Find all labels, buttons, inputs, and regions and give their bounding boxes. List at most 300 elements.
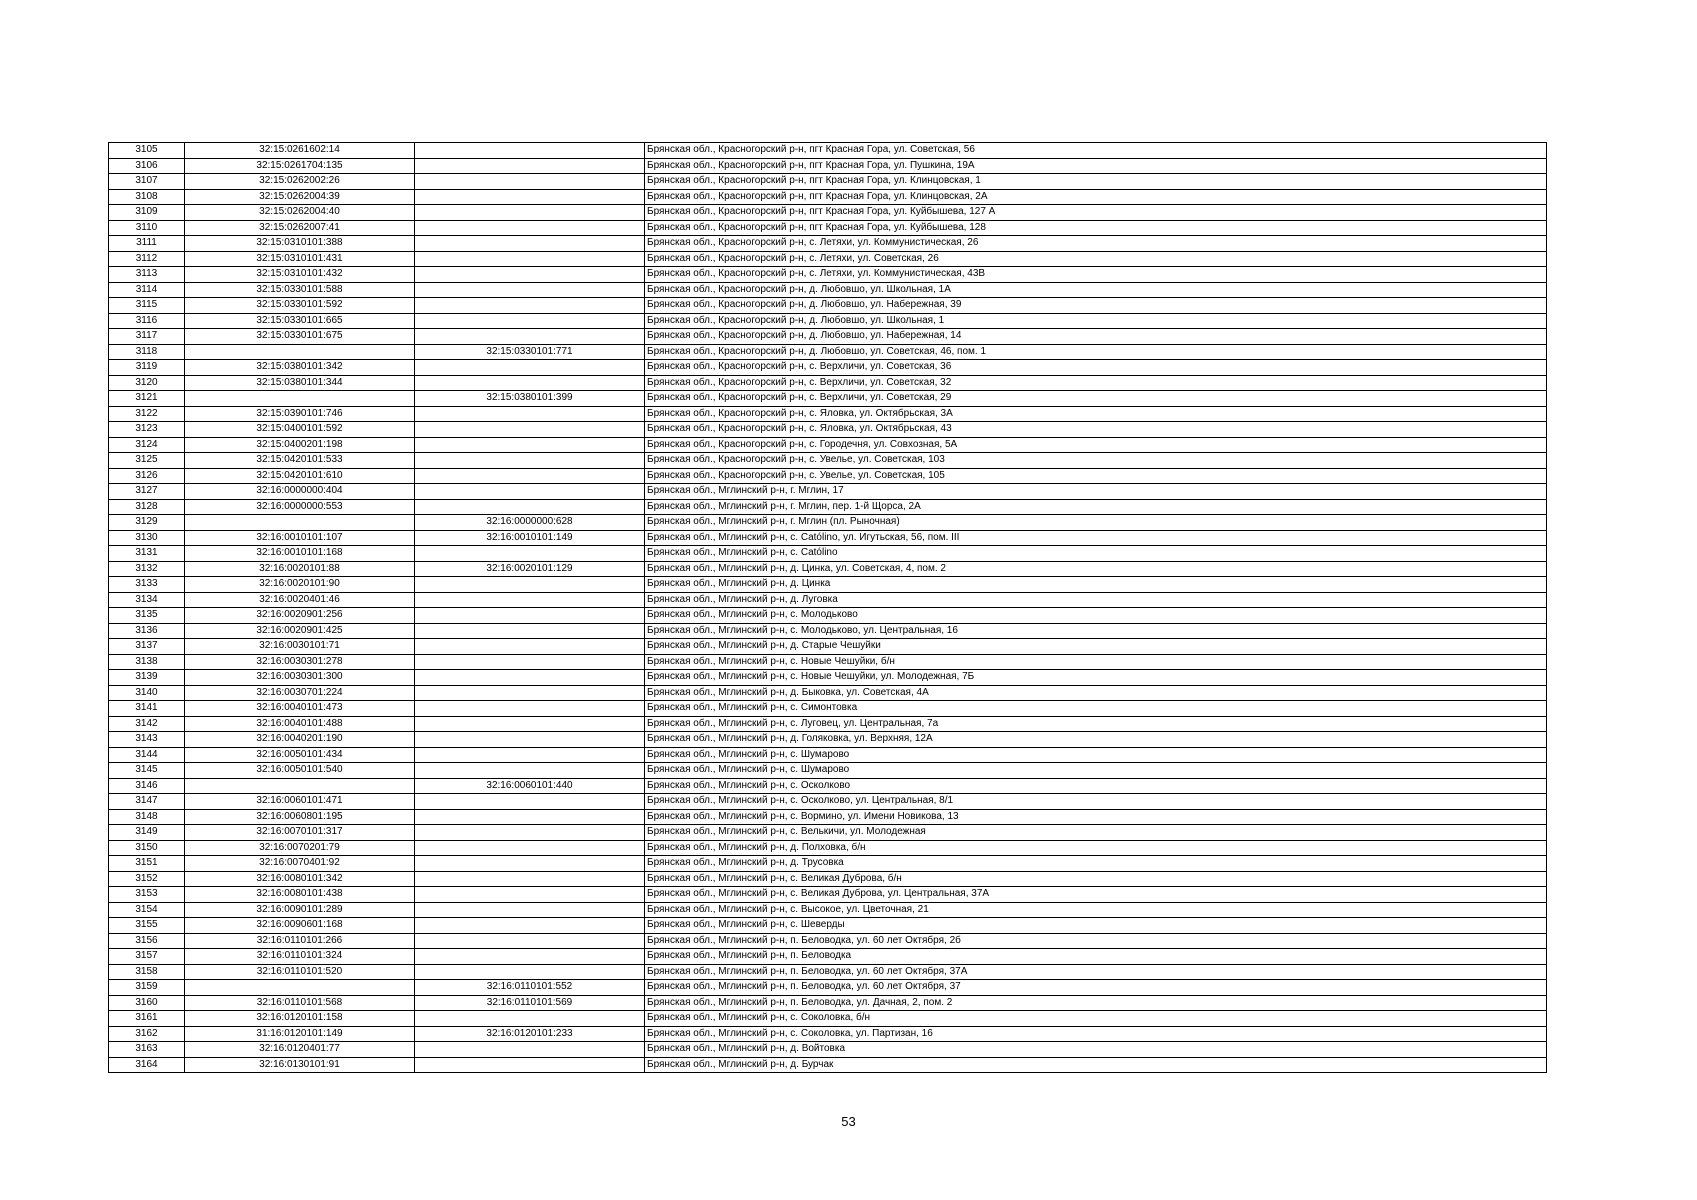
address-cell: Брянская обл., Красногорский р-н, с. Яловка, ул. Октябрьская, 43 xyxy=(645,422,1547,438)
premises-cadastral-number-cell xyxy=(415,763,645,779)
cadastral-number-cell: 32:15:0400101:592 xyxy=(185,422,415,438)
address-cell: Брянская обл., Мглинский р-н, с. Великая Дуброва, б/н xyxy=(645,871,1547,887)
premises-cadastral-number-cell xyxy=(415,267,645,283)
row-number-cell: 3112 xyxy=(109,251,185,267)
table-row xyxy=(109,716,1547,732)
table-row xyxy=(109,205,1547,221)
address-cell: Брянская обл., Мглинский р-н, п. Беловодка, ул. Дачная, 2, пом. 2 xyxy=(645,995,1547,1011)
table-row xyxy=(109,515,1547,531)
table-row xyxy=(109,360,1547,376)
row-number-cell: 3127 xyxy=(109,484,185,500)
row-number-cell: 3158 xyxy=(109,964,185,980)
premises-cadastral-number-cell xyxy=(415,298,645,314)
premises-cadastral-number-cell xyxy=(415,220,645,236)
table-row xyxy=(109,732,1547,748)
premises-cadastral-number-cell xyxy=(415,670,645,686)
premises-cadastral-number-cell xyxy=(415,189,645,205)
row-number-cell: 3144 xyxy=(109,747,185,763)
table-row xyxy=(109,964,1547,980)
address-cell: Брянская обл., Красногорский р-н, с. Увелье, ул. Советская, 105 xyxy=(645,468,1547,484)
premises-cadastral-number-cell xyxy=(415,794,645,810)
premises-cadastral-number-cell xyxy=(415,825,645,841)
table-row xyxy=(109,747,1547,763)
premises-cadastral-number-cell xyxy=(415,174,645,190)
cadastral-number-cell xyxy=(185,778,415,794)
address-cell: Брянская обл., Мглинский р-н, д. Бурчак xyxy=(645,1057,1547,1073)
table-row xyxy=(109,282,1547,298)
cadastral-number-cell: 32:16:0050101:540 xyxy=(185,763,415,779)
table-row xyxy=(109,778,1547,794)
address-cell: Брянская обл., Мглинский р-н, п. Беловодка, ул. 60 лет Октября, 37 xyxy=(645,980,1547,996)
table-row xyxy=(109,639,1547,655)
row-number-cell: 3121 xyxy=(109,391,185,407)
cadastral-number-cell: 32:15:0390101:746 xyxy=(185,406,415,422)
premises-cadastral-number-cell: 32:16:0060101:440 xyxy=(415,778,645,794)
registry-table xyxy=(108,142,1547,1073)
address-cell: Брянская обл., Мглинский р-н, д. Голяковка, ул. Верхняя, 12А xyxy=(645,732,1547,748)
address-cell: Брянская обл., Мглинский р-н, г. Мглин, пер. 1-й Щорса, 2А xyxy=(645,499,1547,515)
cadastral-number-cell xyxy=(185,515,415,531)
row-number-cell: 3117 xyxy=(109,329,185,345)
premises-cadastral-number-cell xyxy=(415,608,645,624)
address-cell: Брянская обл., Красногорский р-н, пгт Красная Гора, ул. Клинцовская, 2А xyxy=(645,189,1547,205)
cadastral-number-cell: 32:16:0030701:224 xyxy=(185,685,415,701)
row-number-cell: 3108 xyxy=(109,189,185,205)
row-number-cell: 3164 xyxy=(109,1057,185,1073)
cadastral-number-cell: 32:16:0060801:195 xyxy=(185,809,415,825)
row-number-cell: 3115 xyxy=(109,298,185,314)
table-row xyxy=(109,530,1547,546)
premises-cadastral-number-cell xyxy=(415,732,645,748)
cadastral-number-cell xyxy=(185,344,415,360)
address-cell: Брянская обл., Красногорский р-н, д. Любовшо, ул. Школьная, 1 xyxy=(645,313,1547,329)
table-row xyxy=(109,608,1547,624)
row-number-cell: 3129 xyxy=(109,515,185,531)
cadastral-number-cell: 32:16:0020101:90 xyxy=(185,577,415,593)
cadastral-number-cell: 32:16:0000000:404 xyxy=(185,484,415,500)
address-cell: Брянская обл., Мглинский р-н, с. Луговец, ул. Центральная, 7а xyxy=(645,716,1547,732)
row-number-cell: 3159 xyxy=(109,980,185,996)
address-cell: Брянская обл., Красногорский р-н, пгт Красная Гора, ул. Советская, 56 xyxy=(645,143,1547,159)
address-cell: Брянская обл., Мглинский р-н, с. Шумарово xyxy=(645,763,1547,779)
table-row xyxy=(109,871,1547,887)
table-row xyxy=(109,406,1547,422)
cadastral-number-cell: 32:15:0380101:342 xyxy=(185,360,415,376)
cadastral-number-cell: 32:15:0330101:592 xyxy=(185,298,415,314)
cadastral-number-cell: 32:16:0090101:289 xyxy=(185,902,415,918)
address-cell: Брянская обл., Красногорский р-н, с. Верхличи, ул. Советская, 36 xyxy=(645,360,1547,376)
table-row xyxy=(109,298,1547,314)
row-number-cell: 3138 xyxy=(109,654,185,670)
address-cell: Брянская обл., Мглинский р-н, г. Мглин (пл. Рыночная) xyxy=(645,515,1547,531)
table-row xyxy=(109,189,1547,205)
table-row xyxy=(109,437,1547,453)
cadastral-number-cell: 32:16:0040101:473 xyxy=(185,701,415,717)
cadastral-number-cell: 32:16:0110101:520 xyxy=(185,964,415,980)
premises-cadastral-number-cell xyxy=(415,949,645,965)
cadastral-number-cell: 32:16:0020901:425 xyxy=(185,623,415,639)
address-cell: Брянская обл., Мглинский р-н, с. Вормино, ул. Имени Новикова, 13 xyxy=(645,809,1547,825)
cadastral-number-cell: 32:16:0020901:256 xyxy=(185,608,415,624)
row-number-cell: 3154 xyxy=(109,902,185,918)
premises-cadastral-number-cell xyxy=(415,856,645,872)
table-row xyxy=(109,220,1547,236)
table-row xyxy=(109,856,1547,872)
premises-cadastral-number-cell xyxy=(415,484,645,500)
cadastral-number-cell xyxy=(185,391,415,407)
row-number-cell: 3156 xyxy=(109,933,185,949)
address-cell: Брянская обл., Мглинский р-н, с. Новые Чешуйки, б/н xyxy=(645,654,1547,670)
premises-cadastral-number-cell: 32:16:0000000:628 xyxy=(415,515,645,531)
premises-cadastral-number-cell xyxy=(415,329,645,345)
row-number-cell: 3149 xyxy=(109,825,185,841)
row-number-cell: 3146 xyxy=(109,778,185,794)
row-number-cell: 3109 xyxy=(109,205,185,221)
address-cell: Брянская обл., Мглинский р-н, с. Católino xyxy=(645,546,1547,562)
table-row xyxy=(109,546,1547,562)
table-row xyxy=(109,453,1547,469)
premises-cadastral-number-cell xyxy=(415,577,645,593)
cadastral-number-cell: 32:16:0130101:91 xyxy=(185,1057,415,1073)
row-number-cell: 3161 xyxy=(109,1011,185,1027)
cadastral-number-cell: 32:16:0030301:300 xyxy=(185,670,415,686)
table-row xyxy=(109,980,1547,996)
address-cell: Брянская обл., Красногорский р-н, с. Городечня, ул. Совхозная, 5А xyxy=(645,437,1547,453)
premises-cadastral-number-cell xyxy=(415,406,645,422)
page-number: 53 xyxy=(841,1114,856,1129)
row-number-cell: 3160 xyxy=(109,995,185,1011)
cadastral-number-cell: 32:15:0330101:665 xyxy=(185,313,415,329)
cadastral-number-cell: 32:16:0050101:434 xyxy=(185,747,415,763)
premises-cadastral-number-cell xyxy=(415,623,645,639)
address-cell: Брянская обл., Красногорский р-н, с. Летяхи, ул. Коммунистическая, 26 xyxy=(645,236,1547,252)
premises-cadastral-number-cell: 32:16:0010101:149 xyxy=(415,530,645,546)
table-row xyxy=(109,794,1547,810)
table-row xyxy=(109,391,1547,407)
table-row xyxy=(109,685,1547,701)
cadastral-number-cell: 32:16:0010101:107 xyxy=(185,530,415,546)
row-number-cell: 3147 xyxy=(109,794,185,810)
row-number-cell: 3114 xyxy=(109,282,185,298)
cadastral-number-cell: 32:16:0120401:77 xyxy=(185,1042,415,1058)
address-cell: Брянская обл., Красногорский р-н, с. Яловка, ул. Октябрьская, 3А xyxy=(645,406,1547,422)
row-number-cell: 3124 xyxy=(109,437,185,453)
cadastral-number-cell: 32:15:0330101:588 xyxy=(185,282,415,298)
premises-cadastral-number-cell xyxy=(415,282,645,298)
address-cell: Брянская обл., Красногорский р-н, с. Верхличи, ул. Советская, 29 xyxy=(645,391,1547,407)
table-row xyxy=(109,158,1547,174)
premises-cadastral-number-cell xyxy=(415,1042,645,1058)
cadastral-number-cell: 32:16:0030301:278 xyxy=(185,654,415,670)
premises-cadastral-number-cell: 32:15:0330101:771 xyxy=(415,344,645,360)
cadastral-number-cell: 32:16:0020101:88 xyxy=(185,561,415,577)
row-number-cell: 3113 xyxy=(109,267,185,283)
row-number-cell: 3128 xyxy=(109,499,185,515)
table-row xyxy=(109,1057,1547,1073)
table-row xyxy=(109,670,1547,686)
table-row xyxy=(109,592,1547,608)
address-cell: Брянская обл., Мглинский р-н, с. Молодьково xyxy=(645,608,1547,624)
address-cell: Брянская обл., Красногорский р-н, д. Любовшо, ул. Школьная, 1А xyxy=(645,282,1547,298)
cadastral-number-cell: 32:16:0040101:488 xyxy=(185,716,415,732)
row-number-cell: 3151 xyxy=(109,856,185,872)
registry-table-body xyxy=(109,143,1547,1073)
table-row xyxy=(109,174,1547,190)
premises-cadastral-number-cell xyxy=(415,236,645,252)
premises-cadastral-number-cell xyxy=(415,499,645,515)
premises-cadastral-number-cell: 32:15:0380101:399 xyxy=(415,391,645,407)
table-row xyxy=(109,623,1547,639)
premises-cadastral-number-cell xyxy=(415,158,645,174)
address-cell: Брянская обл., Мглинский р-н, с. Соколовка, ул. Партизан, 16 xyxy=(645,1026,1547,1042)
address-cell: Брянская обл., Красногорский р-н, пгт Красная Гора, ул. Клинцовская, 1 xyxy=(645,174,1547,190)
cadastral-number-cell: 32:16:0110101:266 xyxy=(185,933,415,949)
address-cell: Брянская обл., Мглинский р-н, п. Беловодка, ул. 60 лет Октября, 2б xyxy=(645,933,1547,949)
row-number-cell: 3143 xyxy=(109,732,185,748)
table-row xyxy=(109,840,1547,856)
cadastral-number-cell: 32:15:0262004:40 xyxy=(185,205,415,221)
cadastral-number-cell: 32:16:0000000:553 xyxy=(185,499,415,515)
cadastral-number-cell: 32:15:0420101:533 xyxy=(185,453,415,469)
address-cell: Брянская обл., Мглинский р-н, г. Мглин, 17 xyxy=(645,484,1547,500)
row-number-cell: 3136 xyxy=(109,623,185,639)
row-number-cell: 3111 xyxy=(109,236,185,252)
address-cell: Брянская обл., Мглинский р-н, с. Великая Дуброва, ул. Центральная, 37А xyxy=(645,887,1547,903)
table-row xyxy=(109,344,1547,360)
cadastral-number-cell: 32:15:0310101:431 xyxy=(185,251,415,267)
table-row xyxy=(109,1042,1547,1058)
row-number-cell: 3106 xyxy=(109,158,185,174)
cadastral-number-cell: 32:16:0110101:568 xyxy=(185,995,415,1011)
row-number-cell: 3105 xyxy=(109,143,185,159)
address-cell: Брянская обл., Мглинский р-н, д. Быковка, ул. Советская, 4А xyxy=(645,685,1547,701)
table-row xyxy=(109,887,1547,903)
row-number-cell: 3148 xyxy=(109,809,185,825)
table-row xyxy=(109,375,1547,391)
premises-cadastral-number-cell xyxy=(415,701,645,717)
premises-cadastral-number-cell: 32:16:0110101:552 xyxy=(415,980,645,996)
premises-cadastral-number-cell xyxy=(415,654,645,670)
address-cell: Брянская обл., Красногорский р-н, д. Любовшо, ул. Набережная, 14 xyxy=(645,329,1547,345)
row-number-cell: 3125 xyxy=(109,453,185,469)
address-cell: Брянская обл., Мглинский р-н, д. Луговка xyxy=(645,592,1547,608)
address-cell: Брянская обл., Красногорский р-н, д. Любовшо, ул. Советская, 46, пом. 1 xyxy=(645,344,1547,360)
table-row xyxy=(109,995,1547,1011)
premises-cadastral-number-cell xyxy=(415,964,645,980)
cadastral-number-cell: 32:16:0080101:342 xyxy=(185,871,415,887)
premises-cadastral-number-cell xyxy=(415,840,645,856)
premises-cadastral-number-cell xyxy=(415,205,645,221)
row-number-cell: 3131 xyxy=(109,546,185,562)
row-number-cell: 3155 xyxy=(109,918,185,934)
address-cell: Брянская обл., Мглинский р-н, д. Полховка, б/н xyxy=(645,840,1547,856)
row-number-cell: 3152 xyxy=(109,871,185,887)
premises-cadastral-number-cell xyxy=(415,251,645,267)
address-cell: Брянская обл., Мглинский р-н, с. Шумарово xyxy=(645,747,1547,763)
premises-cadastral-number-cell xyxy=(415,747,645,763)
table-row xyxy=(109,763,1547,779)
table-row xyxy=(109,422,1547,438)
premises-cadastral-number-cell xyxy=(415,716,645,732)
address-cell: Брянская обл., Красногорский р-н, пгт Красная Гора, ул. Пушкина, 19А xyxy=(645,158,1547,174)
address-cell: Брянская обл., Мглинский р-н, с. Новые Чешуйки, ул. Молодежная, 7Б xyxy=(645,670,1547,686)
table-row xyxy=(109,143,1547,159)
row-number-cell: 3122 xyxy=(109,406,185,422)
premises-cadastral-number-cell: 32:16:0110101:569 xyxy=(415,995,645,1011)
address-cell: Брянская обл., Мглинский р-н, с. Católino, ул. Игутьская, 56, пом. III xyxy=(645,530,1547,546)
cadastral-number-cell: 32:16:0070201:79 xyxy=(185,840,415,856)
address-cell: Брянская обл., Красногорский р-н, с. Летяхи, ул. Коммунистическая, 43В xyxy=(645,267,1547,283)
row-number-cell: 3139 xyxy=(109,670,185,686)
address-cell: Брянская обл., Мглинский р-н, с. Велькичи, ул. Молодежная xyxy=(645,825,1547,841)
premises-cadastral-number-cell: 32:16:0120101:233 xyxy=(415,1026,645,1042)
premises-cadastral-number-cell xyxy=(415,933,645,949)
row-number-cell: 3135 xyxy=(109,608,185,624)
premises-cadastral-number-cell xyxy=(415,1057,645,1073)
cadastral-number-cell: 31:16:0120101:149 xyxy=(185,1026,415,1042)
premises-cadastral-number-cell xyxy=(415,468,645,484)
premises-cadastral-number-cell xyxy=(415,313,645,329)
table-row xyxy=(109,329,1547,345)
row-number-cell: 3132 xyxy=(109,561,185,577)
address-cell: Брянская обл., Мглинский р-н, с. Высокое, ул. Цветочная, 21 xyxy=(645,902,1547,918)
table-row xyxy=(109,918,1547,934)
table-row xyxy=(109,654,1547,670)
row-number-cell: 3162 xyxy=(109,1026,185,1042)
table-row xyxy=(109,577,1547,593)
address-cell: Брянская обл., Мглинский р-н, п. Беловодка, ул. 60 лет Октября, 37А xyxy=(645,964,1547,980)
row-number-cell: 3120 xyxy=(109,375,185,391)
premises-cadastral-number-cell xyxy=(415,1011,645,1027)
table-row xyxy=(109,1011,1547,1027)
cadastral-number-cell: 32:15:0262007:41 xyxy=(185,220,415,236)
premises-cadastral-number-cell xyxy=(415,375,645,391)
premises-cadastral-number-cell xyxy=(415,887,645,903)
cadastral-number-cell: 32:16:0030101:71 xyxy=(185,639,415,655)
cadastral-number-cell: 32:15:0330101:675 xyxy=(185,329,415,345)
cadastral-number-cell: 32:16:0070401:92 xyxy=(185,856,415,872)
cadastral-number-cell: 32:15:0310101:432 xyxy=(185,267,415,283)
address-cell: Брянская обл., Мглинский р-н, д. Цинка, ул. Советская, 4, пом. 2 xyxy=(645,561,1547,577)
cadastral-number-cell: 32:15:0400201:198 xyxy=(185,437,415,453)
address-cell: Брянская обл., Мглинский р-н, с. Осколково, ул. Центральная, 8/1 xyxy=(645,794,1547,810)
address-cell: Брянская обл., Мглинский р-н, с. Молодьково, ул. Центральная, 16 xyxy=(645,623,1547,639)
address-cell: Брянская обл., Мглинский р-н, д. Старые Чешуйки xyxy=(645,639,1547,655)
premises-cadastral-number-cell xyxy=(415,685,645,701)
row-number-cell: 3145 xyxy=(109,763,185,779)
premises-cadastral-number-cell xyxy=(415,809,645,825)
row-number-cell: 3118 xyxy=(109,344,185,360)
cadastral-number-cell: 32:15:0261704:135 xyxy=(185,158,415,174)
premises-cadastral-number-cell xyxy=(415,902,645,918)
address-cell: Брянская обл., Мглинский р-н, д. Трусовка xyxy=(645,856,1547,872)
row-number-cell: 3163 xyxy=(109,1042,185,1058)
cadastral-number-cell: 32:15:0262004:39 xyxy=(185,189,415,205)
premises-cadastral-number-cell xyxy=(415,453,645,469)
cadastral-number-cell: 32:15:0310101:388 xyxy=(185,236,415,252)
address-cell: Брянская обл., Мглинский р-н, с. Шеверды xyxy=(645,918,1547,934)
cadastral-number-cell: 32:16:0120101:158 xyxy=(185,1011,415,1027)
row-number-cell: 3141 xyxy=(109,701,185,717)
address-cell: Брянская обл., Мглинский р-н, п. Беловодка xyxy=(645,949,1547,965)
premises-cadastral-number-cell xyxy=(415,546,645,562)
row-number-cell: 3107 xyxy=(109,174,185,190)
table-row xyxy=(109,313,1547,329)
table-row xyxy=(109,484,1547,500)
row-number-cell: 3134 xyxy=(109,592,185,608)
row-number-cell: 3153 xyxy=(109,887,185,903)
table-row xyxy=(109,949,1547,965)
address-cell: Брянская обл., Мглинский р-н, с. Осколково xyxy=(645,778,1547,794)
row-number-cell: 3140 xyxy=(109,685,185,701)
premises-cadastral-number-cell xyxy=(415,422,645,438)
premises-cadastral-number-cell xyxy=(415,639,645,655)
table-row xyxy=(109,561,1547,577)
cadastral-number-cell: 32:16:0010101:168 xyxy=(185,546,415,562)
row-number-cell: 3116 xyxy=(109,313,185,329)
cadastral-number-cell: 32:16:0080101:438 xyxy=(185,887,415,903)
row-number-cell: 3157 xyxy=(109,949,185,965)
address-cell: Брянская обл., Мглинский р-н, д. Цинка xyxy=(645,577,1547,593)
cadastral-number-cell: 32:16:0090601:168 xyxy=(185,918,415,934)
table-row xyxy=(109,902,1547,918)
address-cell: Брянская обл., Мглинский р-н, с. Симонтовка xyxy=(645,701,1547,717)
row-number-cell: 3130 xyxy=(109,530,185,546)
premises-cadastral-number-cell xyxy=(415,143,645,159)
address-cell: Брянская обл., Красногорский р-н, пгт Красная Гора, ул. Куйбышева, 127 А xyxy=(645,205,1547,221)
address-cell: Брянская обл., Красногорский р-н, пгт Красная Гора, ул. Куйбышева, 128 xyxy=(645,220,1547,236)
row-number-cell: 3126 xyxy=(109,468,185,484)
address-cell: Брянская обл., Красногорский р-н, д. Любовшо, ул. Набережная, 39 xyxy=(645,298,1547,314)
row-number-cell: 3137 xyxy=(109,639,185,655)
table-row xyxy=(109,468,1547,484)
cadastral-number-cell: 32:16:0060101:471 xyxy=(185,794,415,810)
table-row xyxy=(109,499,1547,515)
premises-cadastral-number-cell xyxy=(415,592,645,608)
table-row xyxy=(109,251,1547,267)
cadastral-number-cell: 32:15:0420101:610 xyxy=(185,468,415,484)
table-row xyxy=(109,825,1547,841)
premises-cadastral-number-cell xyxy=(415,437,645,453)
cadastral-number-cell: 32:16:0040201:190 xyxy=(185,732,415,748)
premises-cadastral-number-cell xyxy=(415,360,645,376)
cadastral-number-cell: 32:16:0020401:46 xyxy=(185,592,415,608)
address-cell: Брянская обл., Мглинский р-н, с. Соколовка, б/н xyxy=(645,1011,1547,1027)
premises-cadastral-number-cell xyxy=(415,871,645,887)
table-row xyxy=(109,267,1547,283)
table-row xyxy=(109,933,1547,949)
cadastral-number-cell xyxy=(185,980,415,996)
address-cell: Брянская обл., Красногорский р-н, с. Увелье, ул. Советская, 103 xyxy=(645,453,1547,469)
premises-cadastral-number-cell: 32:16:0020101:129 xyxy=(415,561,645,577)
cadastral-number-cell: 32:15:0380101:344 xyxy=(185,375,415,391)
row-number-cell: 3133 xyxy=(109,577,185,593)
premises-cadastral-number-cell xyxy=(415,918,645,934)
cadastral-number-cell: 32:15:0261602:14 xyxy=(185,143,415,159)
address-cell: Брянская обл., Мглинский р-н, д. Войтовка xyxy=(645,1042,1547,1058)
cadastral-number-cell: 32:16:0110101:324 xyxy=(185,949,415,965)
table-row xyxy=(109,1026,1547,1042)
table-row xyxy=(109,701,1547,717)
cadastral-number-cell: 32:16:0070101:317 xyxy=(185,825,415,841)
row-number-cell: 3123 xyxy=(109,422,185,438)
row-number-cell: 3119 xyxy=(109,360,185,376)
row-number-cell: 3142 xyxy=(109,716,185,732)
table-row xyxy=(109,236,1547,252)
table-row xyxy=(109,809,1547,825)
cadastral-number-cell: 32:15:0262002:26 xyxy=(185,174,415,190)
address-cell: Брянская обл., Красногорский р-н, с. Верхличи, ул. Советская, 32 xyxy=(645,375,1547,391)
